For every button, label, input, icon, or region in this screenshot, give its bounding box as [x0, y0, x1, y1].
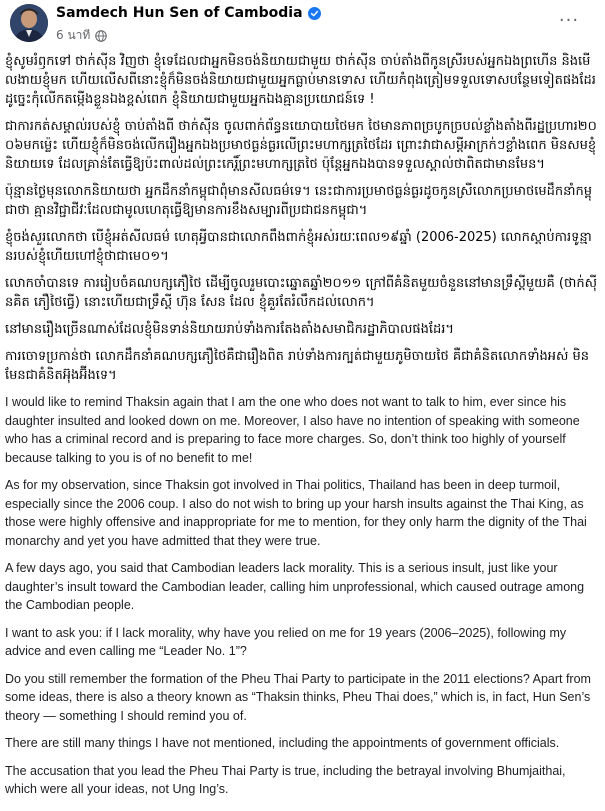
- english-text-section: [5, 393, 597, 799]
- more-options-button[interactable]: [555, 10, 583, 30]
- author-row: [56, 5, 321, 21]
- more-options-icon: ···: [558, 9, 580, 31]
- khmer-paragraph: ខ្ញុំចង់សួរលោកថា បើខ្ញុំអត់សីលធម៌ ហេតុអ្វីបានជាលោកពឹងពាក់ខ្ញុំអស់រយៈពេល១៩ឆ្នាំ (2006-2025) លោកស្ដាប់ការទូន្មានរបស់ខ្ញុំហើយហៅខ្ញុំថាជាមេ០១។: [5, 230, 592, 264]
- english-paragraph: Do you still remember the formation of the Pheu Thai Party to participate in the 2011 elections? Apart from some ideas, there is also a theory known as “Thaksin thinks, Pheu Thai does,” which is, in fact, Hun Sen’s theory — something I should remind you of.: [5, 671, 591, 723]
- author-name[interactable]: Samdech Hun Sen of Cambodia: [56, 5, 303, 21]
- english-paragraph: The accusation that you lead the Pheu Thai Party is true, including the betrayal involving Bhumjaithai, which were all your ideas, not Ung Ing’s.: [5, 763, 566, 796]
- khmer-text-section: [5, 52, 597, 385]
- post-body: [5, 52, 597, 808]
- khmer-paragraph: ជាការកត់សម្គាល់របស់ខ្ញុំ ចាប់តាំងពី ថាក់ស៊ីន ចូលពាក់ព័ន្ធនយោបាយថៃមក ថៃមានភាពច្របូកច្របល់ខ្លាំងតាំងពីរដ្ឋប្រហារ២០០៦មកម្ល៉េះ ហើយខ្ញុំក៏មិនចង់លើករឿងអ្នកឯងប្រមាថធ្ងន់ធ្ងរលើព្រះមហាក្សត្រថៃដែរ ព្រោះវាជាសម្ដីអាក្រក់ៗខ្លាំងពេក មិនសមខ្ញុំនិយាយទេ ដែលគ្រាន់តែធ្វើឱ្យប៉ះពាល់ដល់ព្រះកេរ្តិ៍ព្រះមហាក្សត្រថៃ ប៉ុន្តែអ្នកឯងបានទទួលស្គាល់ថាពិតជាមានមែន។: [5, 119, 597, 172]
- english-paragraph: I want to ask you: if I lack morality, why have you relied on me for 19 years (2006–2025), following my advice and even calling me “Leader No. 1”?: [5, 625, 567, 658]
- english-paragraph: I would like to remind Thaksin again that I am the one who does not want to talk to him, ever since his daughter insulted and looked down on me. Moreover, I also have no intention of speaking with someone who has a criminal record and is preparing to face more charges. So, don’t think too highly of yourself because talking to you is of no benefit to me!: [5, 395, 580, 465]
- khmer-paragraph: លោកចាំបានទេ ការរៀបចំគណបក្សភឿថៃ ដើម្បីចូលរួមបោះឆ្នោតឆ្នាំ២០១១ ក្រៅពីគំនិតមួយចំនួននៅមានទ្រឹស្តីមួយគឺ (ថាក់ស៊ីនគិត ភឿថៃធ្វើ) នោះហើយជាទ្រឹស្តី ហ៊ុន សែន ដែល ខ្ញុំគួរតែរំលឹកដល់លោក។: [5, 276, 598, 310]
- post-timestamp[interactable]: 6 นาที: [56, 28, 91, 42]
- post-meta: [56, 26, 107, 45]
- avatar-portrait-icon: [10, 4, 48, 42]
- author-avatar[interactable]: [10, 4, 48, 42]
- globe-icon: [95, 30, 107, 42]
- english-paragraph: There are still many things I have not mentioned, including the appointments of government officials.: [5, 736, 560, 750]
- khmer-paragraph: ការចោទប្រកាន់ថា លោកដឹកនាំគណបក្សភឿថៃគឺជារឿងពិត រាប់ទាំងការក្បត់ជាមួយភូមិចាយថៃ គឺជាគំនិតលោកទាំងអស់ មិនមែនជាគំនិតអ៊ុងអ៊ីងទេ។: [5, 349, 590, 383]
- english-paragraph: A few days ago, you said that Cambodian leaders lack morality. This is a serious insult, just like your daughter’s insult toward the Cambodian leader, calling him unprofessional, which caused outrage among the Cambodian people.: [5, 561, 585, 612]
- verified-badge-icon: [308, 7, 321, 20]
- khmer-paragraph: ប៉ុន្មានថ្ងៃមុនលោកនិយាយថា អ្នកដឹកនាំកម្ពុជាពុំមានសីលធម៌ទេ។ នេះជាការប្រមាថធ្ងន់ធ្ងរដូចកូនស្រីលោកប្រមាថមេដឹកនាំកម្ពុជាថា គ្មានវិជ្ជាជីវៈដែលជាមូលហេតុធ្វើឱ្យមានការខឹងសម្បារពីប្រជាជនកម្ពុជា។: [5, 184, 593, 218]
- english-paragraph: As for my observation, since Thaksin got involved in Thai politics, Thailand has been in deep turmoil, especially since the 2006 coup. I also do not wish to bring up your harsh insults against the Thai King, as those were highly offensive and inappropriate for me to mention, for they only harm the dignity of the Thai monarchy and yet you have admitted that they were true.: [5, 478, 587, 548]
- post-header: [0, 0, 605, 48]
- khmer-paragraph: នៅមានរឿងច្រើនណាស់ដែលខ្ញុំមិនទាន់និយាយរាប់ទាំងការតែងតាំងសមាជិករដ្ឋាភិបាលផងដែរ។: [5, 322, 454, 337]
- khmer-paragraph: ខ្ញុំសូមរំឭកទៅ ថាក់ស៊ីន វិញថា ខ្ញុំទេដែលជាអ្នកមិនចង់និយាយជាមួយ ថាក់ស៊ីន ចាប់តាំងពីកូនស្រីរបស់អ្នកឯងព្រហើន និងមើលងាយខ្ញុំមក ហើយលើសពីនោះខ្ញុំក៏មិនចង់និយាយជាមួយអ្នកធ្លាប់មានទោស ហើយកំពុងត្រៀមទទួលទោសបន្ថែមទៀតផងដែរ ដូច្នេះកុំលើកតម្កើងខ្លួនឯងខ្ពស់ពេក ខ្ញុំនិយាយជាមួយអ្នកឯងគ្មានប្រយោជន៍ទេ !: [5, 54, 596, 107]
